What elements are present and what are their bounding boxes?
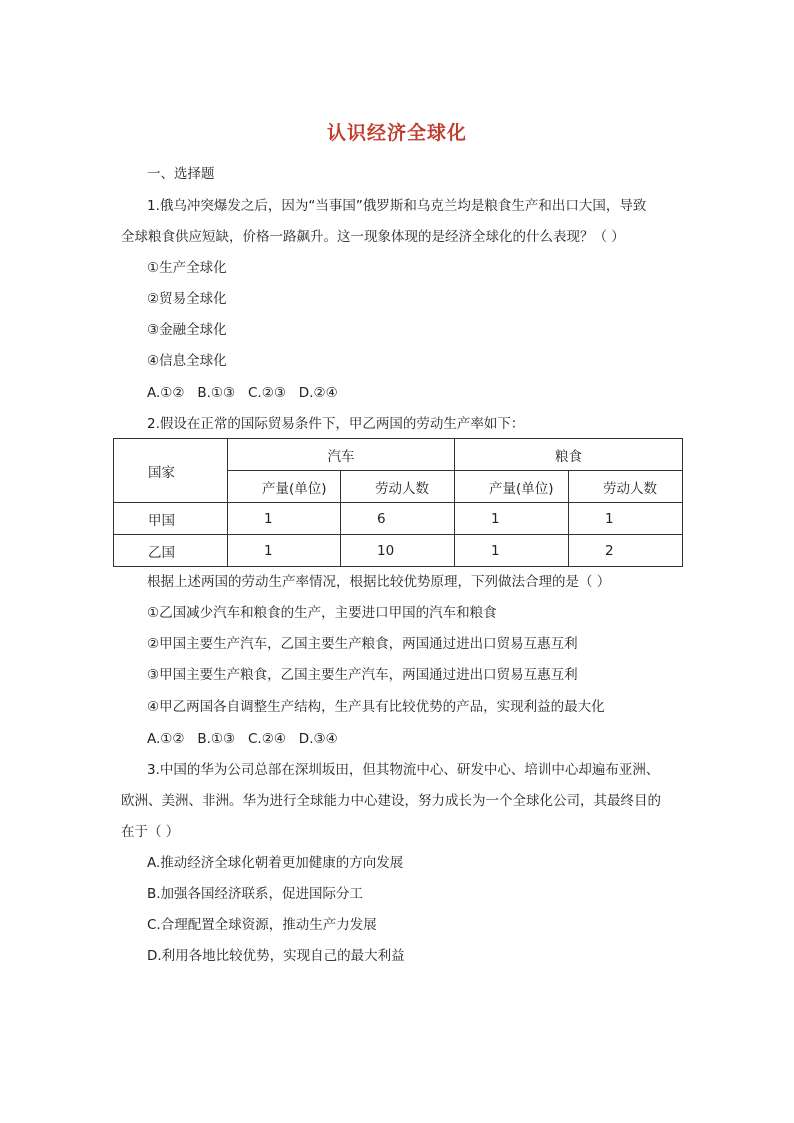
header-country: 国家 — [114, 439, 228, 503]
row-country: 乙国 — [114, 535, 228, 567]
q1-item-2: ②贸易全球化 — [147, 291, 227, 307]
q1-item-1: ①生产全球化 — [147, 260, 227, 276]
q3-choice-c: C.合理配置全球资源，推动生产力发展 — [147, 917, 377, 933]
q3-stem-line1: 3.中国的华为公司总部在深圳坂田，但其物流中心、研发中心、培训中心却遍布亚洲、 — [147, 762, 660, 778]
cell-car-labor: 10 — [341, 535, 455, 567]
productivity-table — [113, 438, 682, 567]
q1-options: A.①② B.①③ C.②③ D.②④ — [147, 385, 338, 401]
q1-stem-line2: 全球粮食供应短缺，价格一路飙升。这一现象体现的是经济全球化的什么表现？（ ） — [121, 229, 625, 245]
header-grain-labor: 劳动人数 — [569, 471, 683, 503]
cell-grain-output: 1 — [455, 535, 569, 567]
q1-item-3: ③金融全球化 — [147, 322, 227, 338]
header-car-output: 产量(单位) — [228, 471, 341, 503]
q2-item-3: ③甲国主要生产粮食，乙国主要生产汽车，两国通过进出口贸易互惠互利 — [147, 667, 578, 683]
q2-intro: 2.假设在正常的国际贸易条件下，甲乙两国的劳动生产率如下： — [147, 416, 525, 432]
header-grain-output: 产量(单位) — [455, 471, 569, 503]
table-row — [114, 535, 683, 567]
q1-stem-line1: 1.俄乌冲突爆发之后，因为“当事国”俄罗斯和乌克兰均是粮食生产和出口大国，导致 — [147, 198, 647, 214]
q2-item-2: ②甲国主要生产汽车，乙国主要生产粮食，两国通过进出口贸易互惠互利 — [147, 636, 578, 652]
q3-choice-b: B.加强各国经济联系，促进国际分工 — [147, 886, 364, 902]
q2-item-1: ①乙国减少汽车和粮食的生产，主要进口甲国的汽车和粮食 — [147, 605, 497, 621]
q2-item-4: ④甲乙两国各自调整生产结构，生产具有比较优势的产品，实现利益的最大化 — [147, 699, 605, 715]
table-row — [114, 503, 683, 535]
header-car: 汽车 — [228, 439, 455, 471]
cell-car-output: 1 — [228, 503, 341, 535]
q2-options: A.①② B.①③ C.②④ D.③④ — [147, 731, 338, 747]
q3-choice-d: D.利用各地比较优势，实现自己的最大利益 — [147, 948, 405, 964]
q3-choice-a: A.推动经济全球化朝着更加健康的方向发展 — [147, 855, 404, 871]
page-title: 认识经济全球化 — [326, 122, 467, 144]
q3-stem-line2: 欧洲、美洲、非洲。华为进行全球能力中心建设，努力成长为一个全球化公司，其最终目的 — [121, 793, 661, 809]
q1-item-4: ④信息全球化 — [147, 353, 227, 369]
section-heading: 一、选择题 — [147, 166, 215, 182]
header-grain: 粮食 — [455, 439, 683, 471]
header-car-labor: 劳动人数 — [341, 471, 455, 503]
q3-stem-line3: 在于（ ） — [121, 824, 180, 840]
cell-car-output: 1 — [228, 535, 341, 567]
cell-grain-labor: 1 — [569, 503, 683, 535]
cell-car-labor: 6 — [341, 503, 455, 535]
q2-stem: 根据上述两国的劳动生产率情况，根据比较优势原理，下列做法合理的是（ ） — [147, 574, 611, 590]
cell-grain-output: 1 — [455, 503, 569, 535]
row-country: 甲国 — [114, 503, 228, 535]
cell-grain-labor: 2 — [569, 535, 683, 567]
